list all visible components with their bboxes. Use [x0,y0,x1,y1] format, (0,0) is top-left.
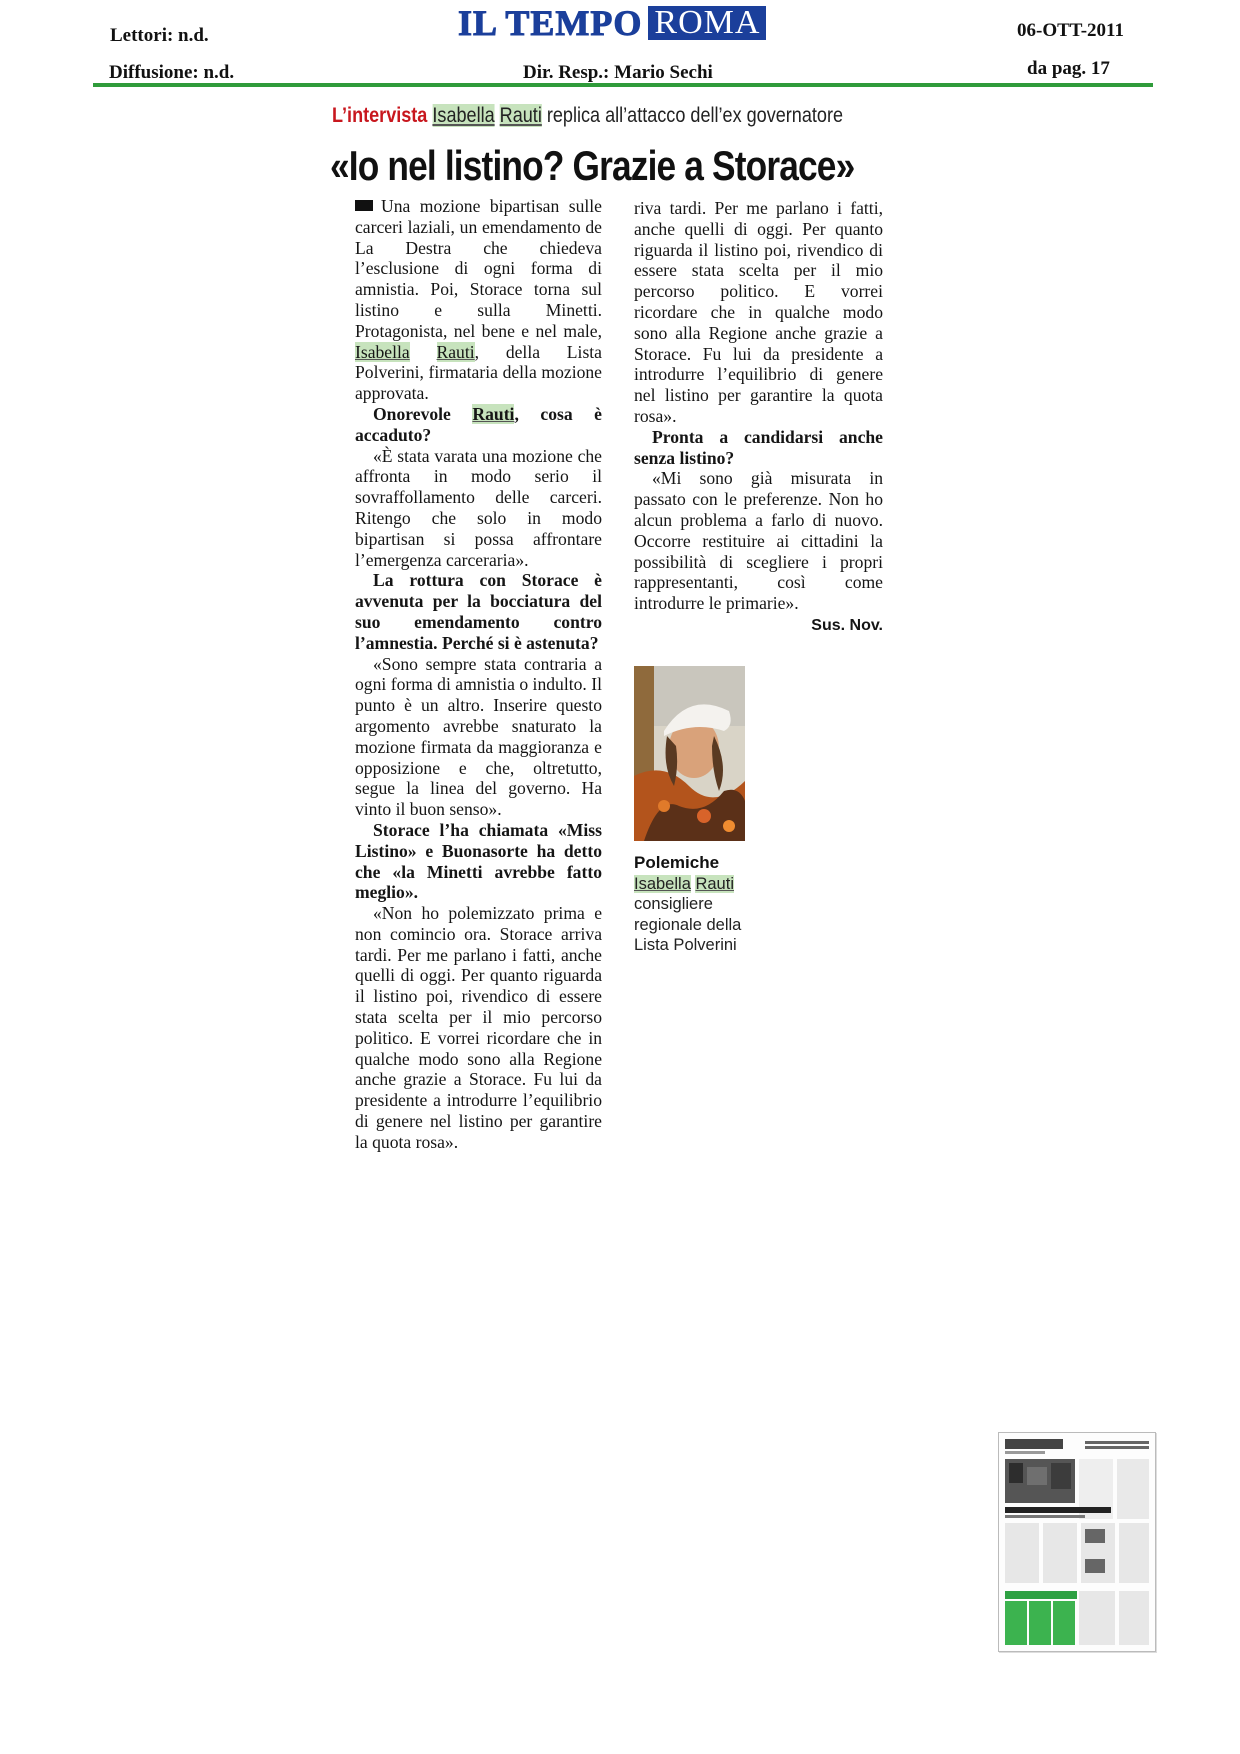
header-divider [93,83,1153,87]
article-column-1 [355,196,602,1152]
article-kicker [332,104,843,128]
question-4: Pronta a candidarsi anche senza listino? [634,426,883,468]
logo-city-text: ROMA [648,6,766,40]
author-signature: Sus. Nov. [811,616,883,634]
caption-name-last: Rauti [695,874,734,893]
caption-title: Polemiche [634,853,720,872]
lead-name-first: Isabella [355,341,410,362]
article-lead: Una mozione bipartisan sulle carceri laziali, un emendamento de La Destra che chiedeva l’esclusione di ogni forma di amnistia. Poi, Storace torna sul listino e sulla Minetti. Protagonista, nel bene e nel male, Isabella Rauti, della Lista Polverini, firmataria della mozione approvata. [355,196,602,404]
kicker-name-last: Rauti [499,104,542,127]
answer-4: «Mi sono già misurata in passato con le preferenze. Non ho alcun problema a farlo di nuovo. Occorre restituire ai cittadini la possibilità di scegliere i propri rappresentanti, così come introdurre le primarie». [634,468,883,614]
page-reference: da pag. 17 [1027,58,1110,79]
lead-name-last: Rauti [436,341,475,362]
question-2: La rottura con Storace è avvenuta per la bocciatura del suo emendamento contro l’amnestia. Perché si è astenuta? [355,570,602,653]
issue-date: 06-OTT-2011 [1017,20,1124,41]
article-column-2 [634,198,883,637]
page-thumbnail-image [999,1433,1155,1651]
caption-name-first: Isabella [634,874,691,893]
portrait-photo [634,666,745,841]
answer-1: «È stata varata una mozione che affronta in modo serio il sovraffollamento delle carceri. Ritengo che solo in modo bipartisan si possa affrontare l’emergenza carceraria». [355,445,602,570]
caption-name [634,874,774,895]
kicker-label: L’intervista [332,104,428,127]
question-1-name: Rauti [472,403,515,424]
answer-3-continuation: riva tardi. Per me parlano i fatti, anche quelli di oggi. Per quanto riguarda il listino poi, rivendico di essere stata scelta per il mio percorso politico. E vorrei ricordare che in qualche modo sono alla Regione anche grazie a Storace. Fu lui da presidente a introdurre l’equilibrio di genere nel listino per garantire la quota rosa». [634,198,883,426]
caption-role: consigliere regionale della Lista Polverini [634,895,742,954]
readers-count: Lettori: n.d. [110,25,209,46]
lead-square-bullet [355,200,373,211]
answer-2: «Sono sempre stata contraria a ogni forma di amnistia o indulto. Il punto è un altro. Inserire questo argomento avrebbe snaturato la mozione firmata da maggioranza e opposizione e che, oltretutto, segue la linea del governo. Ha vinto il buon senso». [355,653,602,820]
photo-caption [634,853,774,956]
answer-3-part-1: «Non ho polemizzato prima e non comincio ora. Storace arriva tardi. Per me parlano i fatti, anche quelli di oggi. Per quanto riguarda il listino poi, rivendico di essere stata scelta per il mio percorso politico. E vorrei ricordare che in qualche modo sono alla Regione anche grazie a Storace. Fu lui da presidente a introdurre l’equilibrio di genere nel listino per garantire la quota rosa». [355,903,602,1152]
kicker-name-first: Isabella [432,104,495,127]
circulation-count: Diffusione: n.d. [109,62,235,83]
question-1: Onorevole Rauti, cosa è accaduto? [355,403,602,445]
question-3: Storace l’ha chiamata «Miss Listino» e Buonasorte ha detto che «la Minetti avrebbe fatto meglio». [355,819,602,903]
article-headline: «Io nel listino? Grazie a Storace» [330,142,855,189]
newspaper-logo [458,3,766,43]
kicker-rest: replica all’attacco dell’ex governatore [541,104,844,127]
portrait-image [634,666,745,841]
page-thumbnail [998,1432,1156,1652]
director-line: Dir. Resp.: Mario Sechi [523,62,713,83]
logo-main-text: IL TEMPO [458,3,643,43]
